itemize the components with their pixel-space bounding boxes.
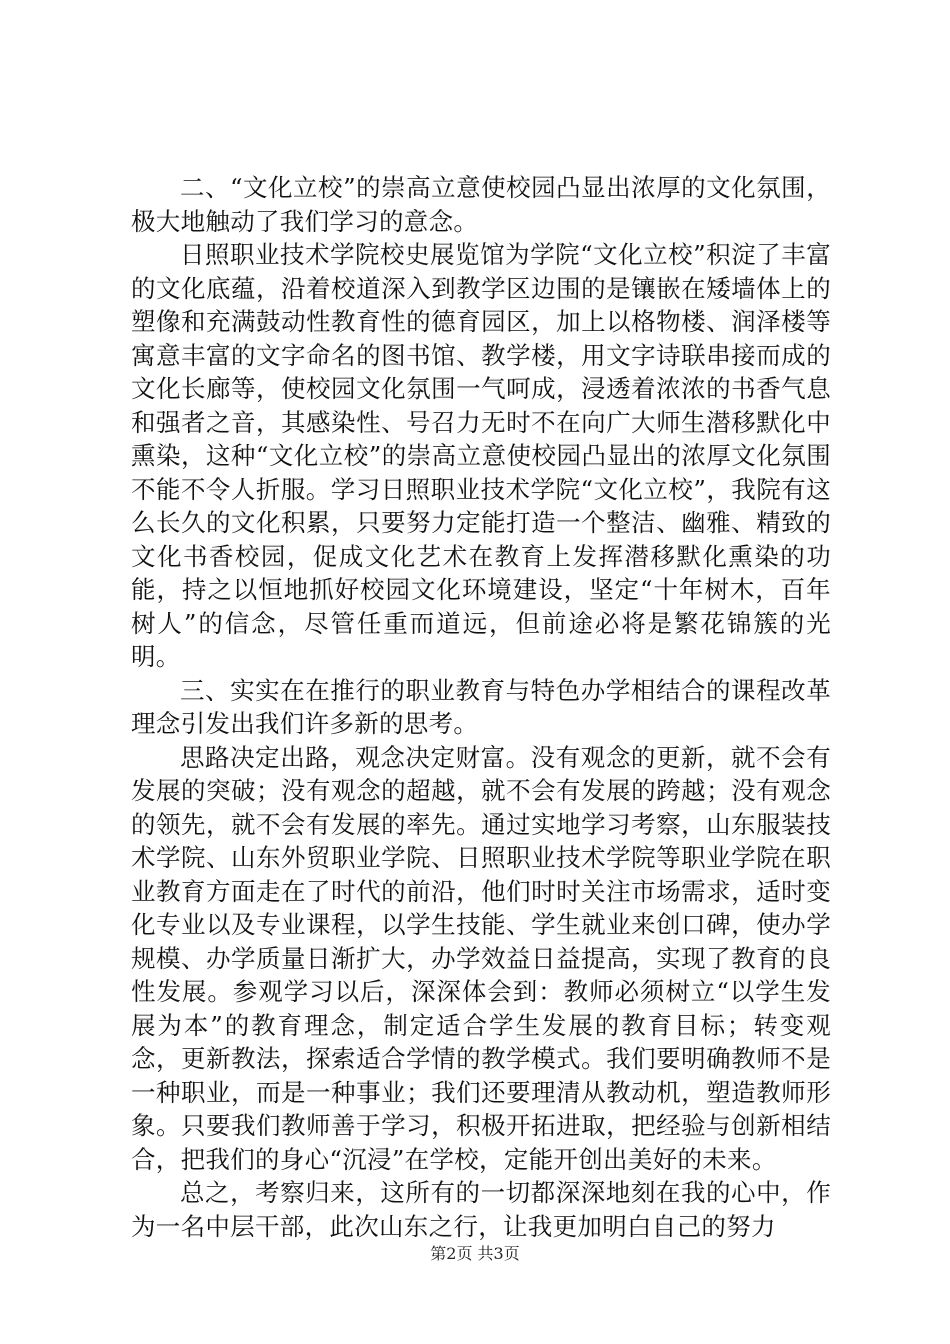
page-number: 第2页: [430, 1244, 473, 1263]
paragraph-conclusion: 总之，考察归来，这所有的一切都深深地刻在我的心中，作为一名中层干部，此次山东之行，让我更加明白自己的努力: [131, 1178, 831, 1241]
paragraph-section-two-heading: 二、“文化立校”的崇高立意使校园凸显出浓厚的文化氛围，极大地触动了我们学习的意念。: [131, 173, 831, 236]
paragraph-section-three-heading: 三、实实在在推行的职业教育与特色办学相结合的课程改革理念引发出我们许多新的思考。: [131, 675, 831, 738]
page-total: 共3页: [477, 1244, 520, 1263]
page-footer: [0, 1244, 950, 1264]
paragraph-culture-campus: 日照职业技术学院校史展览馆为学院“文化立校”积淀了丰富的文化底蕴，沿着校道深入到教学区边围的是镶嵌在矮墙体上的塑像和充满鼓动性教育性的德育园区，加上以格物楼、润泽楼等寓意丰富的文字命名的图书馆、教学楼，用文字诗联串接而成的文化长廊等，使校园文化氛围一气呵成，浸透着浓浓的书香气息和强者之音，其感染性、号召力无时不在向广大师生潜移默化中熏染，这种“文化立校”的崇高立意使校园凸显出的浓厚文化氛围不能不令人折服。学习日照职业技术学院“文化立校”，我院有这么长久的文化积累，只要努力定能打造一个整洁、幽雅、精致的文化书香校园，促成文化艺术在教育上发挥潜移默化熏染的功能，持之以恒地抓好校园文化环境建设，坚定“十年树木，百年树人”的信念，尽管任重而道远，但前途必将是繁花锦簇的光明。: [131, 240, 831, 671]
document-body: [131, 171, 831, 1243]
paragraph-education-concept: 思路决定出路，观念决定财富。没有观念的更新，就不会有发展的突破；没有观念的超越，就不会有发展的跨越；没有观念的领先，就不会有发展的率先。通过实地学习考察，山东服装技术学院、山东外贸职业学院、日照职业技术学院等职业学院在职业教育方面走在了时代的前沿，他们时时关注市场需求，适时变化专业以及专业课程，以学生技能、学生就业来创口碑，使办学规模、办学质量日渐扩大，办学效益日益提高，实现了教育的良性发展。参观学习以后，深深体会到：教师必须树立“以学生发展为本”的教育理念，制定适合学生发展的教育目标；转变观念，更新教法，探索适合学情的教学模式。我们要明确教师不是一种职业，而是一种事业；我们还要理清从教动机，塑造教师形象。只要我们教师善于学习，积极开拓进取，把经验与创新相结合，把我们的身心“沉浸”在学校，定能开创出美好的未来。: [131, 742, 831, 1174]
